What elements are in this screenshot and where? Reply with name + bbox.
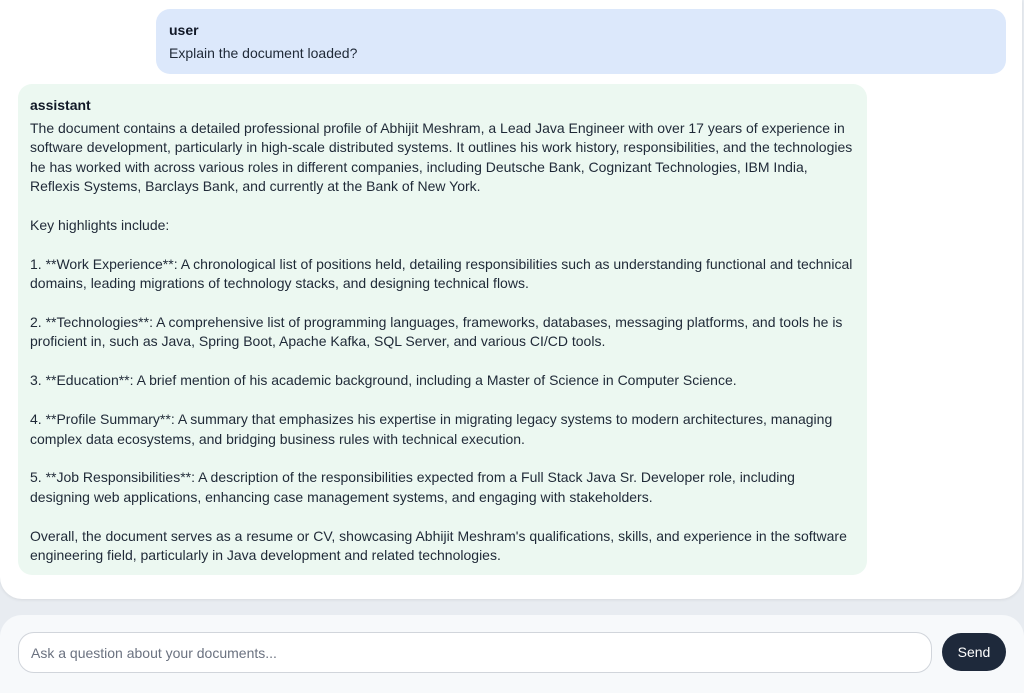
user-role-label: user: [169, 22, 199, 38]
assistant-role-label: assistant: [30, 97, 91, 113]
send-button[interactable]: Send: [942, 633, 1006, 671]
composer-bar: [0, 615, 1024, 693]
question-input[interactable]: [18, 632, 932, 673]
user-message-bubble: [156, 9, 1006, 74]
assistant-message-text: The document contains a detailed professional profile of Abhijit Meshram, a Lead Java Engineer with over 17 years of experience in software development, particularly in high-scale distributed systems. It outlines his work history, responsibilities, and the technologies he has worked with across various roles in different companies, including Deutsche Bank, Cognizant Technologies, IBM India, Reflexis Systems, Barclays Bank, and currently at the Bank of New York. Key highlights include: 1. **Work Experience**: A chronological list of positions held, detailing responsibilities such as understanding functional and technical domains, leading migrations of technology stacks, and designing technical flows. 2. **Technologies**: A comprehensive list of programming languages, frameworks, databases, messaging platforms, and tools he is proficient in, such as Java, Spring Boot, Apache Kafka, SQL Server, and various CI/CD tools. 3. **Education**: A brief mention of his academic background, including a Master of Science in Computer Science. 4. **Profile Summary**: A summary that emphasizes his expertise in migrating legacy systems to modern architectures, managing complex data ecosystems, and bridging business rules with technical execution. 5. **Job Responsibilities**: A description of the responsibilities expected from a Full Stack Java Sr. Developer role, including designing web applications, enhancing case management systems, and engaging with stakeholders. Overall, the document serves as a resume or CV, showcasing Abhijit Meshram's qualifications, skills, and experience in the software engineering field, particularly in Java development and related technologies.: [30, 120, 853, 563]
assistant-message-bubble: [18, 84, 867, 575]
user-message-text: Explain the document loaded?: [169, 45, 358, 61]
